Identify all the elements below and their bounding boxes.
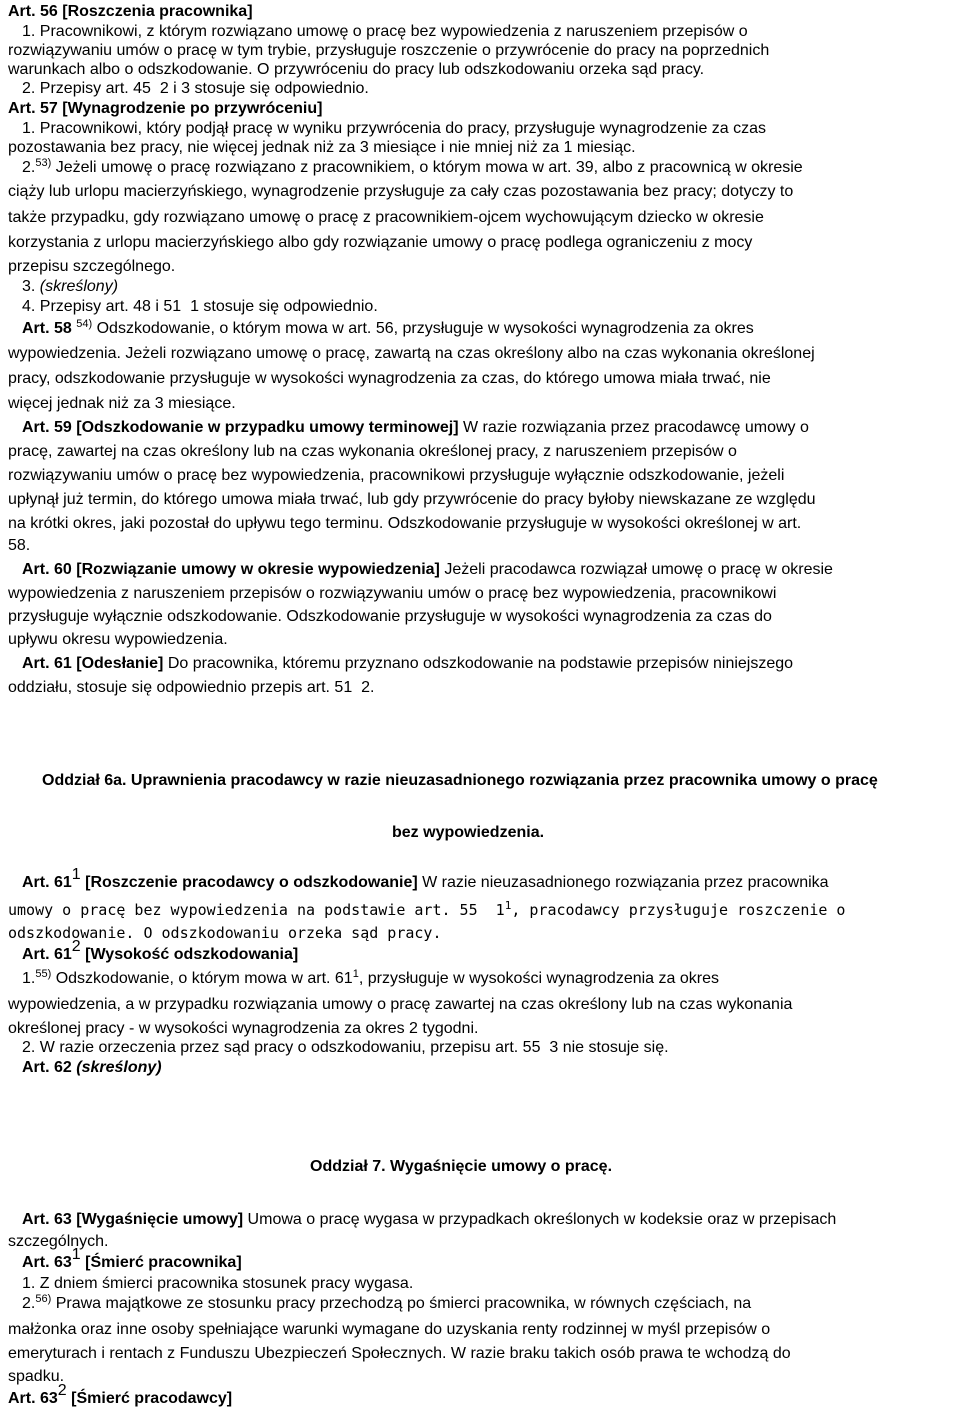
art61-2-line xyxy=(22,938,299,963)
art57-line: także przypadku, gdy rozwiązano umowę o pracę z pracownikiem-ojcem wychowującym dziecko w okresie xyxy=(8,209,764,226)
repealed-text: (skreślony) xyxy=(39,278,119,295)
art63-1-heading: [Śmierć pracownika] xyxy=(80,1254,242,1271)
art59-line: na krótki okres, jaki pozostał do upływu tego terminu. Odszkodowanie przysługuje w wysokości określonej w art. xyxy=(8,515,802,532)
art57-line: pozostawania bez pracy, nie więcej jednak niż za 3 miesiące i nie mniej niż za 1 miesiąc. xyxy=(8,139,636,156)
art61-text: Do pracownika, któremu przyznano odszkodowanie na podstawie przepisów niniejszego xyxy=(163,655,794,672)
superscript-number: 1 xyxy=(71,866,81,883)
paragraph-number: 1. xyxy=(22,970,36,987)
art61-line: oddziału, stosuje się odpowiednio przepis art. 51 2. xyxy=(8,679,375,696)
superscript-number: 2 xyxy=(71,938,81,955)
art61-heading: Art. 61 [Odesłanie] xyxy=(22,655,164,672)
art63-line: szczególnych. xyxy=(8,1233,109,1250)
superscript-number: 1 xyxy=(71,1246,81,1263)
art63-1-paragraph-2 xyxy=(22,1293,752,1312)
art61-line xyxy=(22,656,793,672)
art61-1-text: umowy o pracę bez wypowiedzenia na podstawie art. 55 1 xyxy=(8,901,505,919)
paragraph-text: Odszkodowanie, o którym mowa w art. 61 xyxy=(51,970,353,987)
paragraph-number: 2. xyxy=(22,159,36,176)
art58-line: pracy, odszkodowanie przysługuje w wysokości wynagrodzenia za czas, do którego umowa miała trwać, nie xyxy=(8,370,771,387)
art61-1-text: W razie nieuzasadnionego rozwiązania przez pracownika xyxy=(417,874,829,891)
art61-2-paragraph-1 xyxy=(22,968,719,987)
art58-text: Odszkodowanie, o którym mowa w art. 56, przysługuje w wysokości wynagrodzenia za okres xyxy=(92,320,754,337)
footnote-ref: 53) xyxy=(35,157,52,169)
art63-1-paragraph-1: 1. Z dniem śmierci pracownika stosunek pracy wygasa. xyxy=(22,1275,414,1292)
art62-label: Art. 62 xyxy=(22,1059,77,1076)
art59-text: W razie rozwiązania przez pracodawcę umowy o xyxy=(458,419,809,436)
art61-2-paragraph-2: 2. W razie orzeczenia przez sąd pracy o odszkodowaniu, przepisu art. 55 3 nie stosuje się. xyxy=(22,1039,669,1056)
art56-line: rozwiązywaniu umów o pracę w tym trybie, przysługuje roszczenie o przywrócenie do pracy na poprzednich xyxy=(8,42,770,59)
paragraph-text: , przysługuje w wysokości wynagrodzenia za okres xyxy=(358,970,719,987)
art63-text: Umowa o pracę wygasa w przypadkach określonych w kodeksie oraz w przepisach xyxy=(243,1211,837,1228)
art56-heading: Art. 56 [Roszczenia pracownika] xyxy=(8,3,253,20)
art56-line: warunkach albo o odszkodowanie. O przywróceniu do pracy lub odszkodowaniu orzeka sąd pracy. xyxy=(8,61,705,78)
section-6a-title-cont: bez wypowiedzenia. xyxy=(392,824,545,841)
art63-heading: Art. 63 [Wygaśnięcie umowy] xyxy=(22,1211,244,1228)
art59-line: pracę, zawartej na czas określony lub na czas wykonania określonej pracy, z naruszeniem przepisów o xyxy=(8,443,737,460)
art63-2-heading: [Śmierć pracodawcy] xyxy=(66,1390,233,1407)
footnote-ref: 54) xyxy=(76,318,93,330)
art63-2-label: Art. 63 xyxy=(8,1390,58,1407)
art60-heading: Art. 60 [Rozwiązanie umowy w okresie wypowiedzenia] xyxy=(22,561,440,578)
art61-1-line xyxy=(8,899,846,919)
art61-1-label: Art. 61 xyxy=(22,874,72,891)
art63-1-label: Art. 63 xyxy=(22,1254,72,1271)
art57-paragraph-2 xyxy=(22,157,803,176)
art58-label: Art. 58 xyxy=(22,320,77,337)
art59-line: upłynął już termin, do którego umowa miała trwać, lub gdy przywrócenie do pracy byłoby niewskazane ze względu xyxy=(8,491,816,508)
art57-line: przepisu szczególnego. xyxy=(8,258,176,275)
paragraph-number: 3. xyxy=(22,278,40,295)
art57-paragraph-4: 4. Przepisy art. 48 i 51 1 stosuje się odpowiednio. xyxy=(22,298,378,315)
art61-1-line xyxy=(22,866,829,891)
art58-line: wypowiedzenia. Jeżeli rozwiązano umowę o pracę, zawartą na czas określony albo na czas wykonania określonej xyxy=(8,345,815,362)
superscript-number: 1 xyxy=(504,899,512,912)
art58-line: więcej jednak niż za 3 miesiące. xyxy=(8,395,236,412)
art63-1-line xyxy=(22,1246,242,1271)
art57-line: 1. Pracownikowi, który podjął pracę w wyniku przywrócenia do pracy, przysługuje wynagrodzenie za czas xyxy=(22,120,767,137)
superscript-number: 2 xyxy=(57,1382,67,1399)
art57-line: korzystania z urlopu macierzyńskiego albo gdy rozwiązanie umowy o pracę podlega ograniczeniu z mocy xyxy=(8,234,753,251)
art57-heading: Art. 57 [Wynagrodzenie po przywróceniu] xyxy=(8,100,323,117)
art61-1-heading: [Roszczenie pracodawcy o odszkodowanie] xyxy=(80,874,418,891)
art63-line xyxy=(22,1212,836,1228)
art56-line: 1. Pracownikowi, z którym rozwiązano umowę o pracę bez wypowiedzenia z naruszeniem przepisów o xyxy=(22,23,748,40)
art59-line: rozwiązywaniu umów o pracę bez wypowiedzenia, pracownikowi przysługuje wyłącznie odszkodowanie, jeżeli xyxy=(8,467,785,484)
footnote-ref: 56) xyxy=(35,1293,52,1305)
art56-line: 2. Przepisy art. 45 2 i 3 stosuje się odpowiednio. xyxy=(22,80,369,97)
art61-1-line: odszkodowanie. O odszkodowaniu orzeka sąd pracy. xyxy=(8,924,442,942)
art60-line: przysługuje wyłącznie odszkodowanie. Odszkodowanie przysługuje w wysokości wynagrodzenia za czas do xyxy=(8,608,772,625)
art58-line xyxy=(22,318,754,337)
paragraph-text: Prawa majątkowe ze stosunku pracy przechodzą po śmierci pracownika, w równych częściach, na xyxy=(51,1295,752,1312)
art63-1-line: spadku. xyxy=(8,1368,65,1385)
section-7-title: Oddział 7. Wygaśnięcie umowy o pracę. xyxy=(310,1158,613,1175)
art60-line xyxy=(22,562,833,578)
footnote-ref: 55) xyxy=(35,968,52,980)
art62-line xyxy=(22,1060,162,1076)
art63-1-line: małżonka oraz inne osoby spełniające warunki wymagane do uzyskania renty rodzinnej w myśl przepisów o xyxy=(8,1321,771,1338)
art59-heading: Art. 59 [Odszkodowanie w przypadku umowy terminowej] xyxy=(22,419,459,436)
paragraph-text: Jeżeli umowę o pracę rozwiązano z pracownikiem, o którym mowa w art. 39, albo z pracownicą w okresie xyxy=(51,159,803,176)
art63-1-line: emeryturach i rentach z Funduszu Ubezpieczeń Społecznych. W razie braku takich osób prawa te wchodzą do xyxy=(8,1345,791,1362)
section-6a-title: Oddział 6a. Uprawnienia pracodawcy w razie nieuzasadnionego rozwiązania przez pracownika umowy o pracę xyxy=(42,772,878,789)
repealed-text: (skreślony) xyxy=(76,1059,162,1076)
art61-1-text: , pracodawcy przysługuje roszczenie o xyxy=(511,901,846,919)
art60-text: Jeżeli pracodawca rozwiązał umowę o pracę w okresie xyxy=(439,561,833,578)
art59-line: 58. xyxy=(8,537,31,554)
art57-line: ciąży lub urlopu macierzyńskiego, wynagrodzenie przysługuje za cały czas pozostawania bez pracy; dotyczy to xyxy=(8,183,794,200)
art61-2-label: Art. 61 xyxy=(22,946,72,963)
art61-2-line: określonej pracy - w wysokości wynagrodzenia za okres 2 tygodni. xyxy=(8,1020,479,1037)
art59-line xyxy=(22,420,809,436)
art60-line: wypowiedzenia z naruszeniem przepisów o rozwiązywaniu umów o pracę bez wypowiedzenia, pracownikowi xyxy=(8,585,777,602)
art57-paragraph-3 xyxy=(22,279,118,295)
art63-2-line xyxy=(8,1382,233,1407)
superscript-number: 1 xyxy=(352,968,359,980)
paragraph-number: 2. xyxy=(22,1295,36,1312)
art61-2-heading: [Wysokość odszkodowania] xyxy=(80,946,299,963)
art60-line: upływu okresu wypowiedzenia. xyxy=(8,631,228,648)
art61-2-line: wypowiedzenia, a w przypadku rozwiązania umowy o pracę zawartej na czas określony lub na czas wykonania xyxy=(8,996,793,1013)
